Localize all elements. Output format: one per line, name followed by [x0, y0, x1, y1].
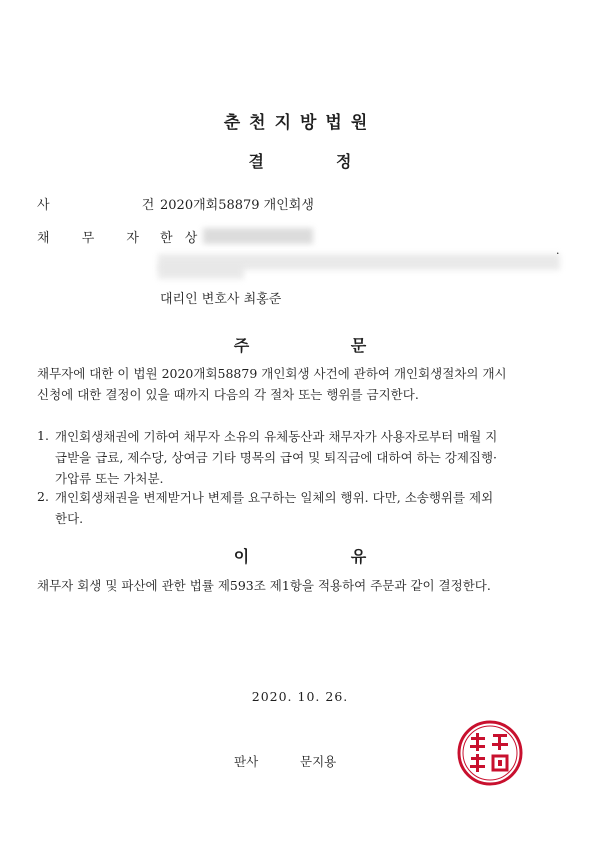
reason-heading: 이 유 [233, 547, 415, 566]
reason-text: 채무자 회생 및 파산에 관한 법률 제593조 제1항을 적용하여 주문과 같이 결정한다. [37, 578, 491, 593]
order-item-1-number: 1. [37, 428, 49, 443]
case-value: 2020개회58879 개인회생 [160, 198, 314, 213]
order-item-1-line3: 가압류 또는 가처분. [55, 471, 164, 486]
order-paragraph-line1: 채무자에 대한 이 법원 2020개회58879 개인회생 사건에 관하여 개인회생절차의 개시 [37, 366, 507, 381]
debtor-label: 채 무 자 [37, 231, 153, 246]
document-type-title: 결정 [248, 152, 424, 171]
judge-title: 판사 [234, 754, 259, 769]
debtor-name-prefix: 한 상 [160, 231, 202, 246]
order-item-2-number: 2. [37, 489, 49, 504]
debtor-representative: 대리인 변호사 최홍준 [160, 292, 282, 307]
decision-date: 2020. 10. 26. [251, 689, 349, 704]
order-item-2-line1: 개인회생채권을 변제받거나 변제를 요구하는 일체의 행위. 다만, 소송행위를 제외 [55, 490, 494, 505]
redacted-debtor-name [203, 228, 313, 244]
judge-name: 문지용 [300, 754, 337, 769]
address-dot: · [556, 247, 560, 260]
order-item-2-line2: 한다. [55, 511, 84, 526]
judge-seal-icon [457, 720, 523, 786]
order-item-1-line1: 개인회생채권에 기하여 채무자 소유의 유체동산과 채무자가 사용자로부터 매월 지 [55, 429, 498, 444]
redacted-address-line2 [158, 265, 244, 279]
order-heading: 주 문 [233, 336, 415, 355]
order-item-1-line2: 급받을 급료, 제수당, 상여금 기타 명목의 급여 및 퇴직금에 대하여 하는 강제집행· [55, 450, 498, 465]
case-label: 사 건 [37, 198, 199, 213]
order-paragraph-line2: 신청에 대한 결정이 있을 때까지 다음의 각 절차 또는 행위를 금지한다. [37, 387, 419, 402]
court-name: 춘천지방법원 [223, 113, 377, 133]
